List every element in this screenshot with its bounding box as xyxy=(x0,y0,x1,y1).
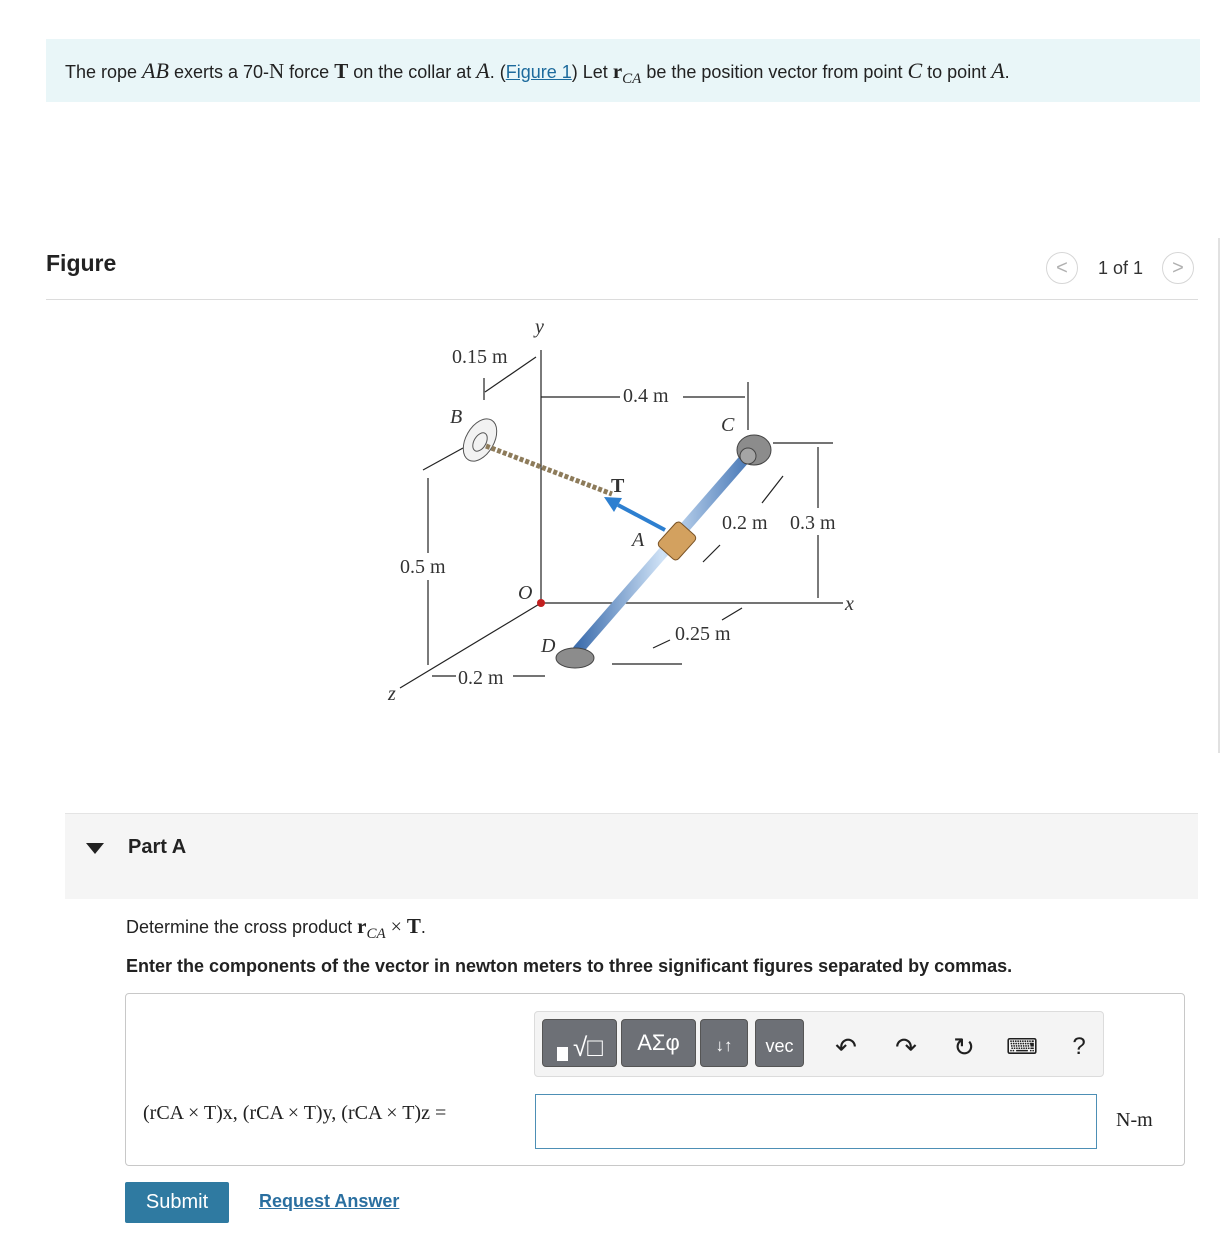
math-r: r xyxy=(357,914,367,938)
math-r: r xyxy=(612,59,623,83)
undo-icon[interactable]: ↶ xyxy=(835,1032,857,1062)
chevron-right-icon: > xyxy=(1172,257,1184,279)
template-square-icon xyxy=(557,1047,568,1061)
force-T-label: T xyxy=(611,475,625,497)
math-toolbar xyxy=(534,1011,1104,1077)
answer-panel xyxy=(125,993,1185,1166)
problem-statement xyxy=(46,39,1200,102)
reset-icon[interactable]: ↻ xyxy=(953,1032,975,1062)
sqrt-icon: √□ xyxy=(573,1032,603,1062)
point-C-label: C xyxy=(721,414,735,436)
help-icon: ? xyxy=(1072,1033,1086,1060)
problem-text: . xyxy=(1004,62,1010,82)
point-O-label: O xyxy=(518,582,533,604)
answer-input[interactable] xyxy=(535,1094,1097,1149)
question-text xyxy=(126,914,426,943)
rope-AB xyxy=(486,446,612,494)
math-A: A xyxy=(476,58,490,83)
keyboard-icon[interactable]: ⌨ xyxy=(1006,1034,1038,1059)
help-button[interactable] xyxy=(1062,1030,1096,1064)
problem-text: exerts a 70- xyxy=(168,62,269,82)
figure-heading: Figure xyxy=(46,250,117,276)
chevron-left-icon: < xyxy=(1056,257,1068,279)
dim-0.2m: 0.2 m xyxy=(722,512,768,534)
divider xyxy=(46,299,1198,300)
problem-text: force xyxy=(284,62,335,82)
prev-figure-button[interactable] xyxy=(1046,252,1078,284)
math-subscript-CA: CA xyxy=(622,71,642,87)
unit-label: N-m xyxy=(1116,1109,1153,1131)
problem-text: be the position vector from point xyxy=(641,62,908,82)
submit-button[interactable]: Submit xyxy=(125,1182,229,1223)
arrows-button[interactable] xyxy=(700,1019,748,1067)
problem-text: to point xyxy=(922,62,992,82)
request-answer-link[interactable]: Request Answer xyxy=(259,1191,400,1211)
part-a-label: Part A xyxy=(128,836,187,858)
x-label: x xyxy=(845,593,854,615)
problem-text: . ( xyxy=(489,62,506,82)
figure-1-link[interactable]: Figure 1 xyxy=(505,62,572,82)
origin-point xyxy=(537,599,545,607)
problem-text: on the collar at xyxy=(348,62,477,82)
problem-text: The rope xyxy=(65,62,143,82)
math-C: C xyxy=(907,58,923,83)
point-D-label: D xyxy=(541,635,556,657)
vec-button[interactable] xyxy=(755,1019,804,1067)
next-figure-button[interactable] xyxy=(1162,252,1194,284)
y-label: y xyxy=(535,316,544,338)
math-subscript-CA: CA xyxy=(366,926,386,942)
greek-label: ΑΣφ xyxy=(637,1030,680,1055)
point-B-label: B xyxy=(450,406,463,428)
mount-D xyxy=(556,648,594,668)
point-A-label: A xyxy=(632,529,645,551)
dim-0.5m: 0.5 m xyxy=(400,556,446,578)
templates-button[interactable] xyxy=(542,1019,617,1067)
caret-down-icon xyxy=(86,843,104,854)
greek-symbols-button[interactable] xyxy=(621,1019,696,1067)
instruction-text: Enter the components of the vector in newton meters to three significant figures separated by commas. xyxy=(126,956,1013,976)
vec-label: vec xyxy=(765,1036,794,1056)
figure-pager xyxy=(1044,252,1204,286)
answer-label-text: (rCA × T)x, (rCA × T)y, (rCA × T)z = xyxy=(143,1102,447,1124)
unit-N: N xyxy=(268,59,285,83)
question-period: . xyxy=(420,917,426,937)
answer-label xyxy=(143,1102,446,1125)
dim-0.3m: 0.3 m xyxy=(790,512,836,534)
problem-text: ) Let xyxy=(571,62,613,82)
mount-B xyxy=(456,413,503,467)
redo-icon[interactable]: ↷ xyxy=(895,1032,917,1062)
figure-diagram xyxy=(370,312,870,712)
scroll-edge xyxy=(1218,238,1220,753)
dim-0.4m: 0.4 m xyxy=(623,385,669,407)
part-a-header[interactable] xyxy=(65,813,1198,899)
rod-CD xyxy=(578,456,747,650)
math-A: A xyxy=(991,58,1005,83)
math-AB: AB xyxy=(142,58,169,83)
force-T-arrow xyxy=(618,505,665,530)
z-label: z xyxy=(388,683,396,705)
dim-0.2m-bottom: 0.2 m xyxy=(458,667,504,689)
times-symbol: × xyxy=(385,916,407,938)
math-T: T xyxy=(406,914,421,938)
dim-0.15m: 0.15 m xyxy=(452,346,508,368)
dim-0.25m: 0.25 m xyxy=(675,623,731,645)
figure-counter: 1 of 1 xyxy=(1098,258,1144,278)
math-T: T xyxy=(334,59,349,83)
arrows-icon: ↓↑ xyxy=(715,1036,733,1055)
question-prefix: Determine the cross product xyxy=(126,917,358,937)
